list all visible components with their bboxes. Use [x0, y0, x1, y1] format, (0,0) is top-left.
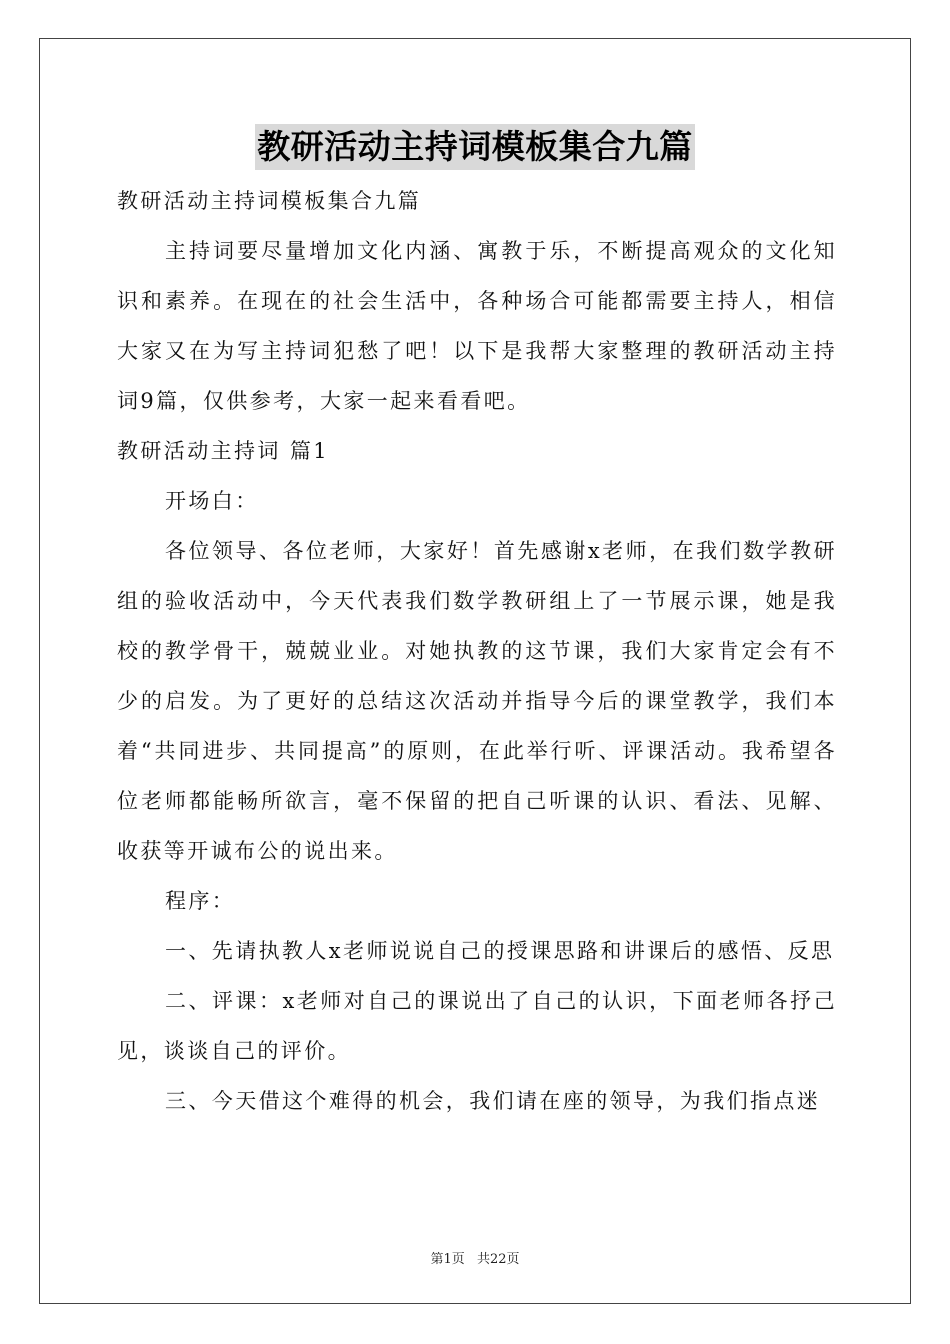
body-paragraph: 开场白：: [165, 489, 259, 513]
body-paragraph: 教研活动主持词 篇1: [117, 439, 330, 463]
document-body: [117, 176, 837, 1126]
body-paragraph: 三、今天借这个难得的机会，我们请在座的领导，为我们指点迷: [165, 1089, 821, 1113]
page-number: 第1页: [430, 1252, 465, 1267]
body-paragraph: 各位领导、各位老师，大家好！首先感谢x老师，在我们数学教研组的验收活动中，今天代表我们数学教研组上了一节展示课，她是我校的教学骨干，兢兢业业。对她执教的这节课，我们大家肯定会有不少的启发。为了更好的总结这次活动并指导今后的课堂教学，我们本着“共同进步、共同提高”的原则，在此举行听、评课活动。我希望各位老师都能畅所欲言，毫不保留的把自己听课的认识、看法、见解、收获等开诚布公的说出来。: [117, 539, 837, 863]
page-total: 共22页: [476, 1252, 520, 1267]
title-container: [0, 124, 950, 170]
page-footer: [0, 1248, 950, 1267]
body-paragraph: 主持词要尽量增加文化内涵、寓教于乐，不断提高观众的文化知识和素养。在现在的社会生活中，各种场合可能都需要主持人，相信大家又在为写主持词犯愁了吧！以下是我帮大家整理的教研活动主持词9篇，仅供参考，大家一起来看看吧。: [117, 239, 837, 413]
document-subtitle: 教研活动主持词模板集合九篇: [117, 189, 422, 213]
body-paragraph: 二、评课：x老师对自己的课说出了自己的认识，下面老师各抒己见，谈谈自己的评价。: [117, 989, 837, 1063]
body-paragraph: 一、先请执教人x老师说说自己的授课思路和讲课后的感悟、反思: [165, 939, 835, 963]
body-paragraph: 程序：: [165, 889, 236, 913]
document-title: 教研活动主持词模板集合九篇: [255, 124, 695, 170]
